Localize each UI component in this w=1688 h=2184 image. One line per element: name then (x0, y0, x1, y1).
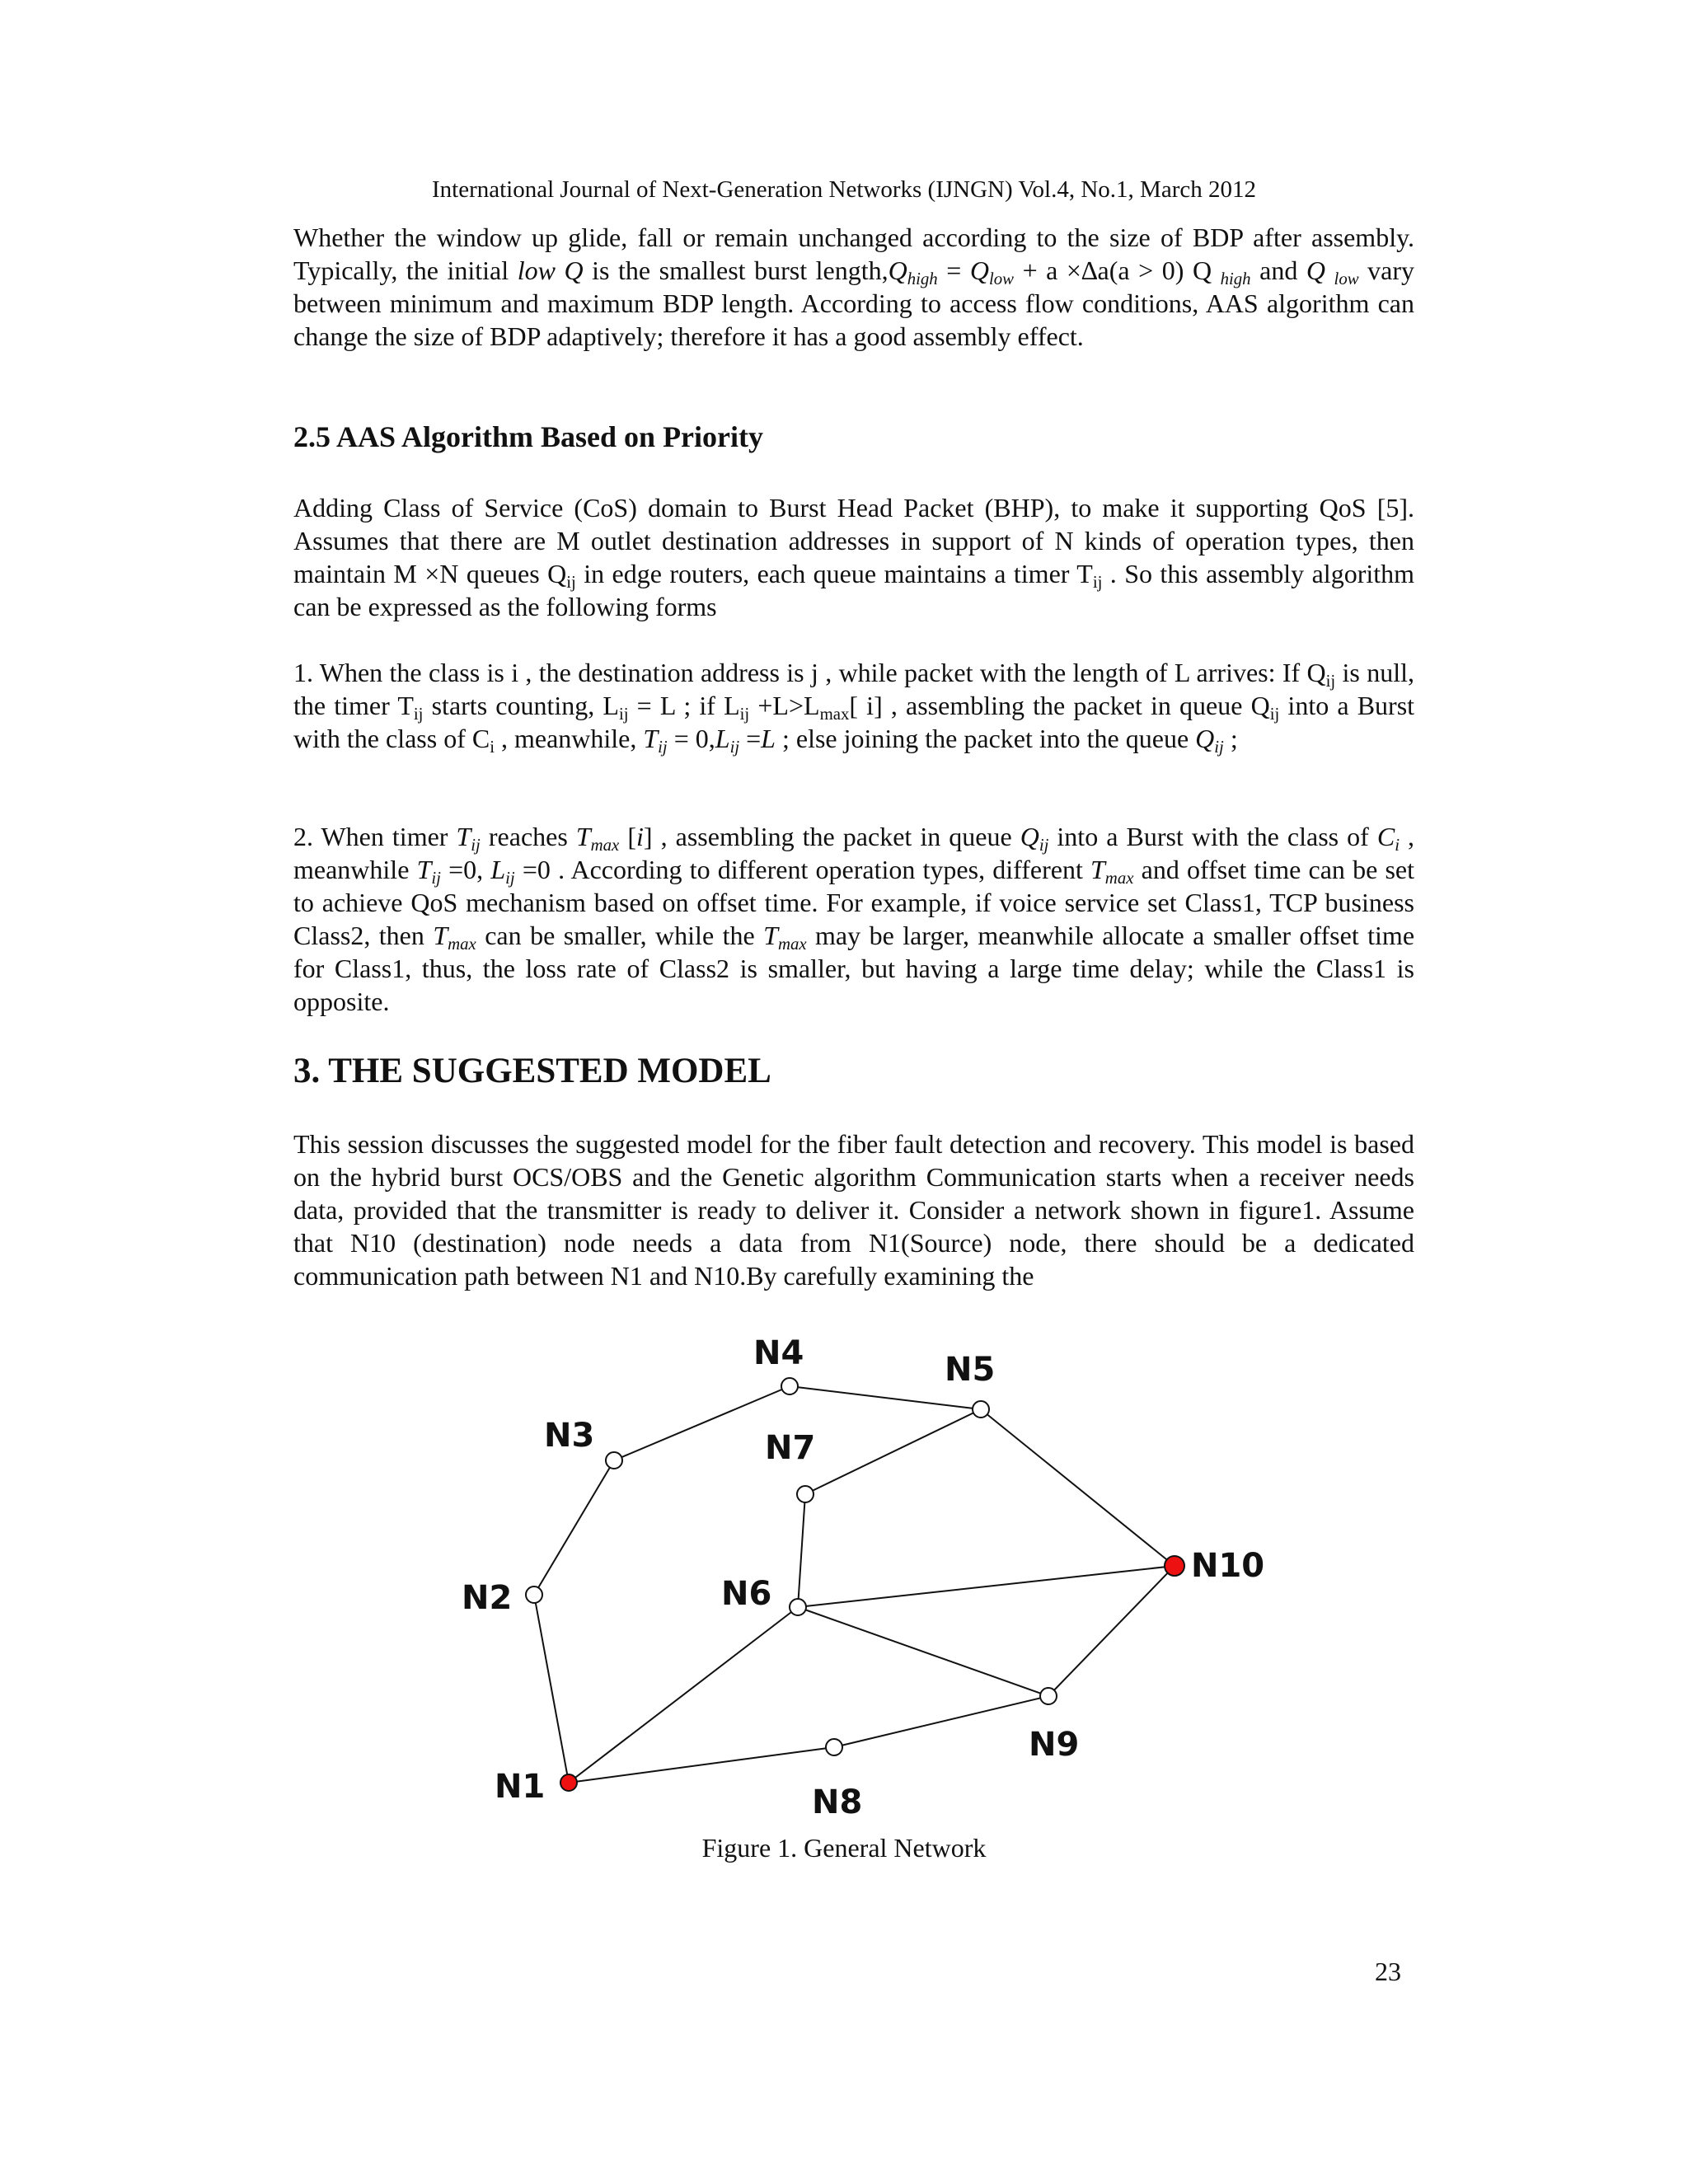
edge-n4-n5 (790, 1386, 981, 1409)
edge-n6-n9 (798, 1607, 1048, 1696)
label-n2: N2 (462, 1579, 513, 1617)
node-n3 (606, 1452, 622, 1469)
label-n5: N5 (945, 1351, 996, 1389)
edge-n3-n4 (614, 1386, 790, 1460)
label-n9: N9 (1029, 1726, 1080, 1764)
node-n7 (797, 1486, 814, 1502)
label-n6: N6 (721, 1575, 772, 1613)
label-n3: N3 (544, 1417, 595, 1455)
edge-n6-n10 (798, 1566, 1175, 1607)
network-diagram (445, 1319, 1269, 1821)
paragraph-cos: Adding Class of Service (CoS) domain to Burst Head Packet (BHP), to make it supporting QoS [5]. Assumes that there are M outlet destination addresses in support of N kinds of operation types, then maintain M ×N queues $Q_{ij}$ in edge routers, each queue maintains a timer $T_{ij}$ . So this assembly algorithm can be expressed as the following forms (293, 493, 1415, 621)
node-n9 (1040, 1688, 1057, 1704)
label-n1: N1 (495, 1768, 546, 1806)
figure-caption: Figure 1. General Network (701, 1833, 987, 1863)
edge-n8-n9 (834, 1696, 1048, 1747)
running-header: International Journal of Next-Generation Networks (IJNGN) Vol.4, No.1, March 2012 (431, 176, 1256, 203)
section-heading-2-5: 2.5 AAS Algorithm Based on Priority (293, 420, 764, 453)
edge-n5-n10 (981, 1409, 1175, 1566)
label-n8: N8 (812, 1783, 863, 1821)
edge-n9-n10 (1048, 1566, 1175, 1696)
paragraph-bdp: Whether the window up glide, fall or remain unchanged according to the size of BDP after assembly. Typically, the initial low Q is the smallest burst $length,Q_{high} = Q_{low} + a \times\Delta a(a > 0)$ Q $_{high}$ and Q $_{low}$ vary between minimum and maximum BDP length. According to access flow conditions, AAS algorithm can change the size of BDP adaptively; therefore it has a good assembly effect. (293, 223, 1415, 351)
node-n6 (790, 1599, 806, 1615)
node-n5 (973, 1401, 989, 1418)
edge-n2-n3 (534, 1460, 614, 1595)
node-n1 (560, 1774, 577, 1791)
node-n10 (1165, 1556, 1184, 1576)
paragraph-rule-2: 2. When timer $T_{ij}$ reaches $T_{max}$ [i] , assembling the packet in queue $Q_{ij}$ into a Burst with the class of $C_i$ , meanwhile $T_{ij} =0$, $L_{ij} =0$ . According to different operation types, different $T_{max}$ and offset time can be set to achieve QoS mechanism based on offset time. For example, if voice service set Class1, TCP business Class2, then $T_{max}$ can be smaller, while the $T_{max}$ may be larger, meanwhile allocate a smaller offset time for Class1, thus, the loss rate of Class2 is smaller, but having a large time delay; while the Class1 is opposite. (293, 822, 1415, 1016)
label-n4: N4 (753, 1334, 804, 1372)
network-figure (445, 1319, 1269, 1821)
paragraph-rule-1: 1. When the class is i , the destination address is j , while packet with the length of L arrives: If $Q_{ij}$ is null, the timer $T_{ij}$ starts counting, $L_{ij} = L$ ; if $L_{ij} +L>L_{max}$[ i] , assembling the packet in queue $Q_{ij}$ into a Burst with the class of $C_i$ , meanwhile, $T_{ij} = 0,L_{ij} =L$ ; else joining the packet into the queue $Q_{ij}$ ; (293, 658, 1415, 757)
node-n8 (826, 1739, 842, 1755)
edge-n7-n6 (798, 1494, 805, 1607)
label-n10: N10 (1191, 1547, 1265, 1585)
edges (534, 1386, 1175, 1783)
nodes (526, 1378, 1184, 1791)
node-n4 (781, 1378, 798, 1394)
section-heading-3: 3. THE SUGGESTED MODEL (293, 1052, 771, 1090)
edge-n5-n7 (805, 1409, 981, 1494)
node-n2 (526, 1586, 542, 1603)
paragraph-suggested-model: This session discusses the suggested model for the fiber fault detection and recovery. This model is based on the hybrid burst OCS/OBS and the Genetic algorithm Communication starts when a receiver needs data, provided that the transmitter is ready to deliver it. Consider a network shown in figure1. Assume that N10 (destination) node needs a data from N1(Source) node, there should be a dedicated communication path between N1 and N10.By carefully examining the (293, 1129, 1414, 1291)
page-number: 23 (1375, 1957, 1401, 1986)
label-n7: N7 (765, 1429, 816, 1467)
node-labels (462, 1334, 1264, 1821)
edge-n1-n2 (534, 1595, 569, 1783)
